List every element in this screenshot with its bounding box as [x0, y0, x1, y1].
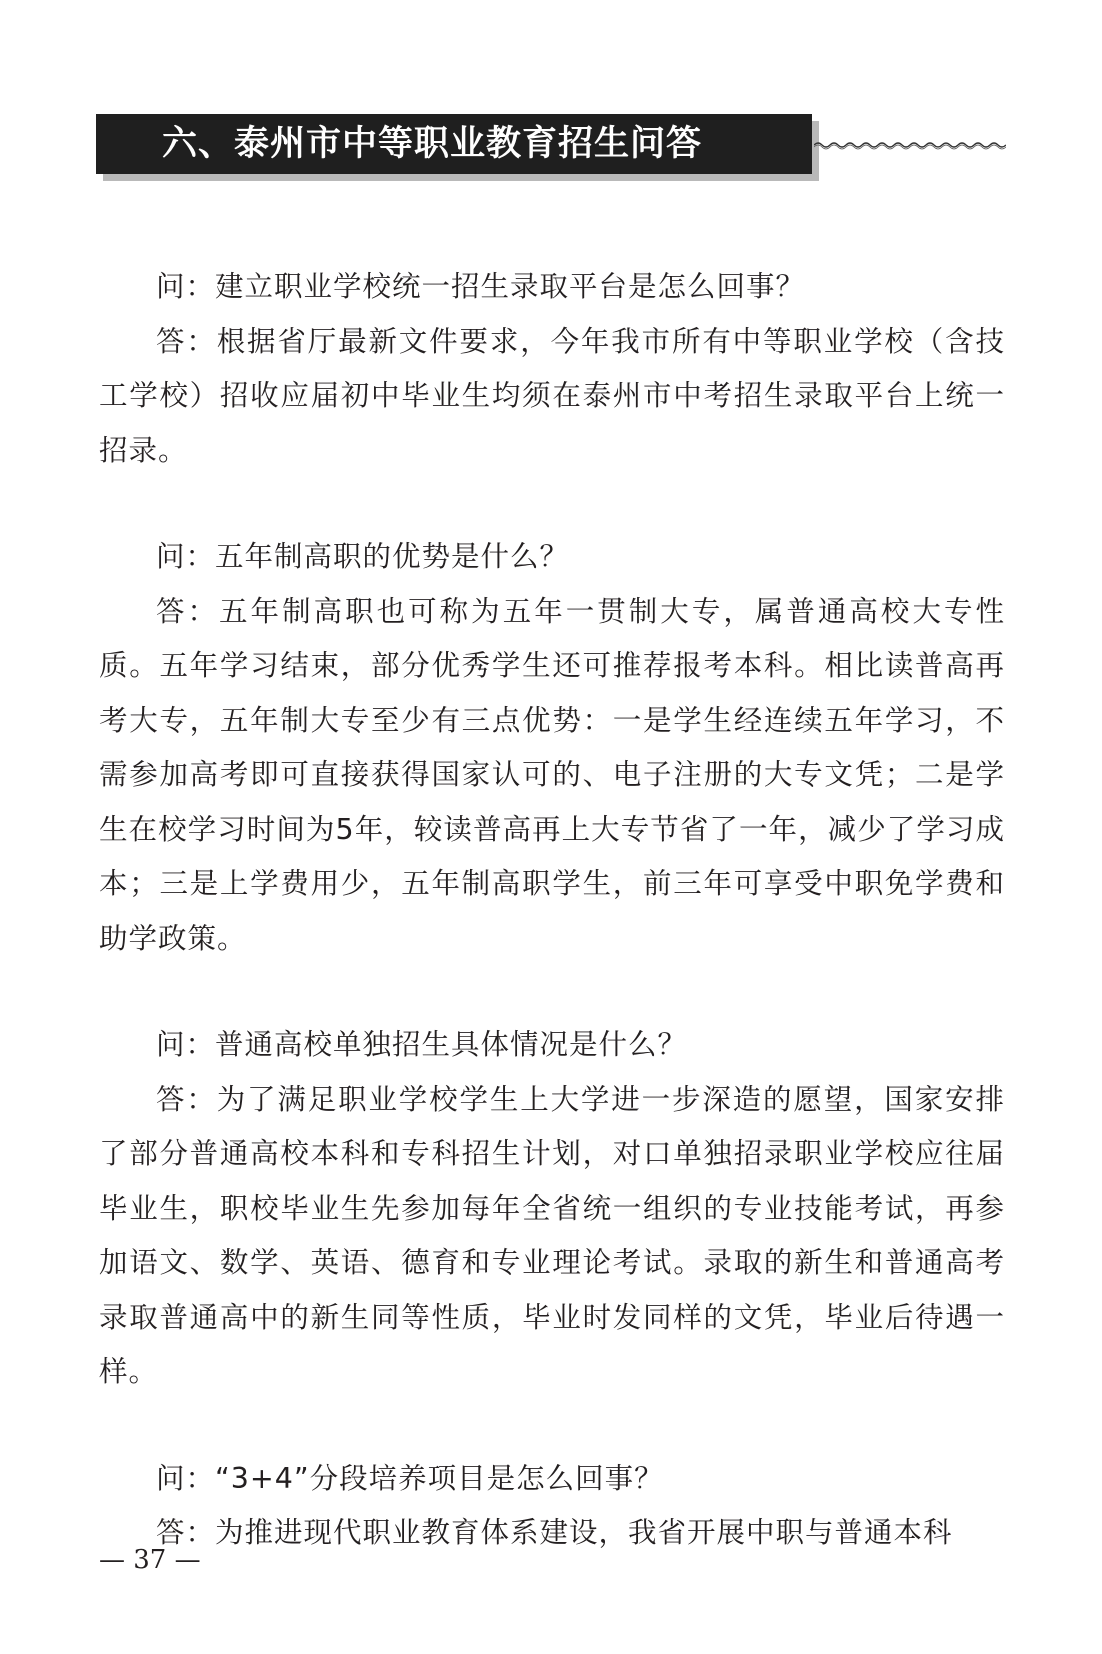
page-number: — 37 —: [99, 1545, 201, 1575]
qa-item: [99, 530, 1005, 966]
qa-item: [99, 1018, 1005, 1400]
qa-item: [99, 260, 1005, 478]
qa-item: [99, 1452, 1005, 1561]
answer-text: 答：为了满足职业学校学生上大学进一步深造的愿望，国家安排了部分普通高校本科和专科招生计划，对口单独招录职业学校应往届毕业生，职校毕业生先参加每年全省统一组织的专业技能考试，再参加语文、数学、英语、德育和专业理论考试。录取的新生和普通高考录取普通高中的新生同等性质，毕业时发同样的文凭，毕业后待遇一样。: [99, 1082, 1005, 1388]
question-text: 问：“3+4”分段培养项目是怎么回事？: [156, 1461, 664, 1495]
answer-text: 答：五年制高职也可称为五年一贯制大专，属普通高校大专性质。五年学习结束，部分优秀学生还可推荐报考本科。相比读普高再考大专，五年制大专至少有三点优势：一是学生经连续五年学习，不需参加高考即可直接获得国家认可的、电子注册的大专文凭；二是学生在校学习时间为5年，较读普高再上大专节省了一年，减少了学习成本；三是上学费用少，五年制高职学生，前三年可享受中职免学费和助学政策。: [99, 594, 1005, 955]
question-text: 问：五年制高职的优势是什么？: [156, 540, 570, 573]
qa-content: [99, 260, 1005, 1613]
page-title: 六、泰州市中等职业教育招生问答: [96, 114, 812, 174]
question-text: 问：普通高校单独招生具体情况是什么？: [156, 1028, 688, 1061]
wave-ornament: [814, 140, 1006, 150]
answer-text: 答：为推进现代职业教育体系建设，我省开展中职与普通本科: [156, 1516, 953, 1549]
question-text: 问：建立职业学校统一招生录取平台是怎么回事？: [156, 270, 806, 303]
answer-text: 答：根据省厅最新文件要求，今年我市所有中等职业学校（含技工学校）招收应届初中毕业生均须在泰州市中考招生录取平台上统一招录。: [99, 324, 1005, 467]
